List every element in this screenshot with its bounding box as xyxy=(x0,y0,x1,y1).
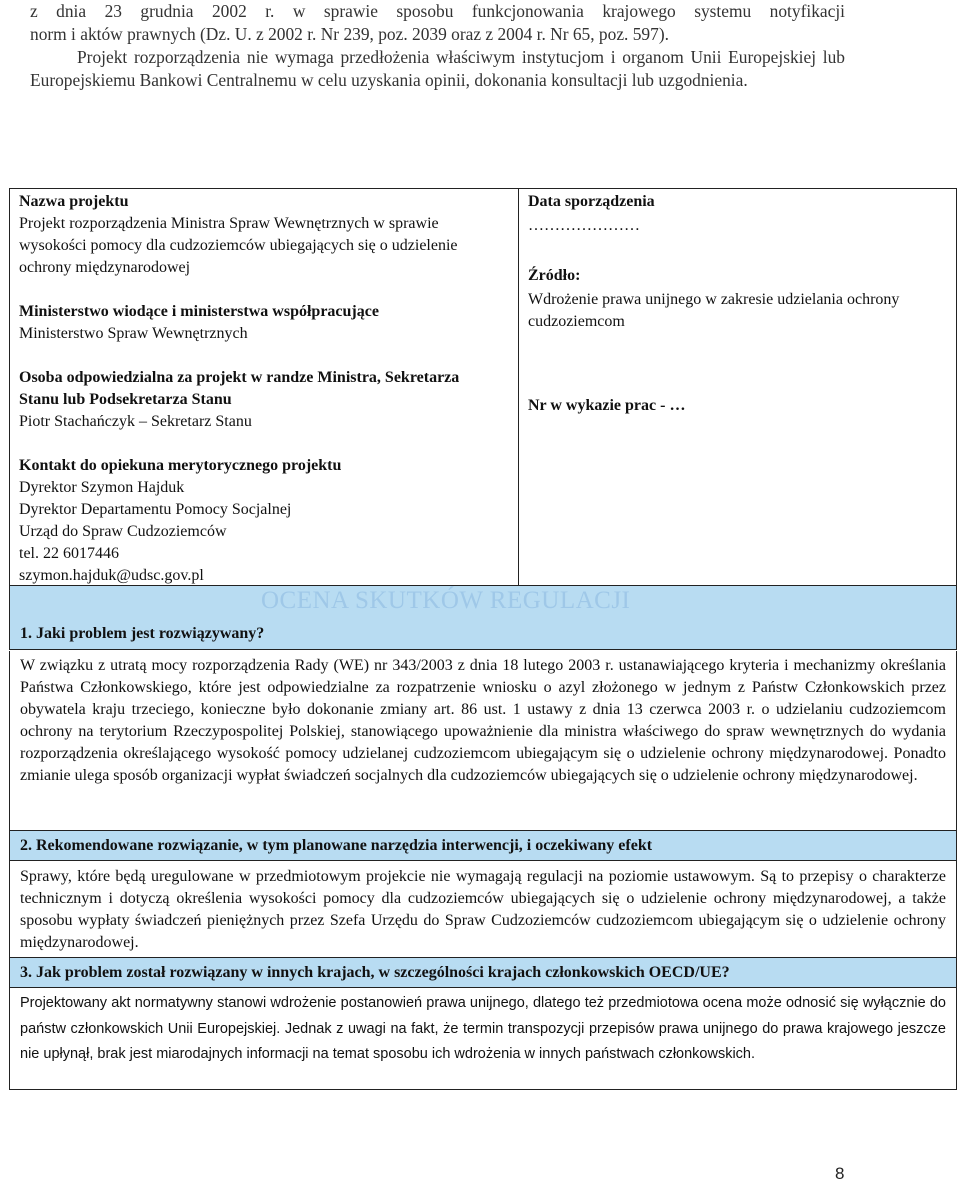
section-3-answer: Projektowany akt normatywny stanowi wdrożenie postanowień prawa unijnego, dlatego też przedmiotowa ocena może odnosić się wyłącznie do państw członkowskich Unii Europejskiej. Jednak z uwagi na fakt, że termin transpozycji przepisów prawa unijnego do prawa krajowego jeszcze nie upłynął, brak jest miarodajnych informacji na temat sposobu ich wdrożenia w innych państwach członkowskich. xyxy=(9,988,957,1090)
work-list-number: Nr w wykazie prac - … xyxy=(528,397,686,414)
ministry-label: Ministerstwo wiodące i ministerstwa współpracujące xyxy=(19,303,379,320)
section-1-answer: W związku z utratą mocy rozporządzenia Rady (WE) nr 343/2003 z dnia 18 lutego 2003 r. ustanawiającego kryteria i mechanizmy określania Państwa Członkowskiego, które jest odpowiedzialne za rozpatrzenie wniosku o azyl złożonego w jednym z Państw Członkowskich przez obywatela kraju trzeciego, konieczne było dokonanie zmiany art. 86 ust. 1 ustawy z dnia 13 czerwca 2003 r. o udzielaniu cudzoziemcom ochrony na terytorium Rzeczypospolitej Polskiej, stanowiącego upoważnienie dla ministra właściwego do spraw wewnętrznych do wydania rozporządzenia określającego wysokość pomocy udzielanej cudzoziemcom ubiegającym się o udzielenie ochrony międzynarodowej. Ponadto zmianie ulega sposób organizacji wypłat świadczeń socjalnych dla cudzoziemców ubiegających się o udzielenie ochrony międzynarodowej. xyxy=(9,651,957,830)
source-label: Źródło: xyxy=(528,267,581,284)
section-2-answer: Sprawy, które będą uregulowane w przedmiotowym projekcie nie wymagają regulacji na poziomie ustawowym. Są to przepisy o charakterze technicznym i dotyczą określenia wysokości pomocy dla cudzoziemców ubiegających się o udzielenie ochrony międzynarodowej, a także sposobu wypłaty świadczeń pieniężnych przez Szefa Urzędu do Spraw Cudzoziemców cudzoziemcom ubiegającym się o udzielenie ochrony międzynarodowej. xyxy=(9,861,957,958)
section-1-question: 1. Jaki problem jest rozwiązywany? xyxy=(9,618,957,650)
project-header-table xyxy=(9,188,957,586)
contact-label: Kontakt do opiekuna merytorycznego projektu xyxy=(19,457,342,474)
date-value: ………………… xyxy=(528,217,640,234)
intro-paragraph: Projekt rozporządzenia nie wymaga przedłożenia właściwym instytucjom i organom Unii Europejskiej lub Europejskiemu Bankowi Centralnemu w celu uzyskania opinii, dokonania konsultacji lub uzgodnienia. xyxy=(30,47,845,90)
osr-title: OCENA SKUTKÓW REGULACJI xyxy=(261,587,631,614)
intro-line-1: z dnia 23 grudnia 2002 r. w sprawie sposobu funkcjonowania krajowego systemu notyfikacji xyxy=(30,1,845,21)
contact-phone: tel. 22 6017446 xyxy=(19,545,119,562)
contact-email[interactable]: szymon.hajduk@udsc.gov.pl xyxy=(19,567,204,584)
ministry-text: Ministerstwo Spraw Wewnętrznych xyxy=(19,325,248,342)
contact-line: Dyrektor Szymon Hajduk xyxy=(19,479,185,496)
column-divider xyxy=(518,189,519,585)
project-name-label: Nazwa projektu xyxy=(19,193,129,210)
section-2-question: 2. Rekomendowane rozwiązanie, w tym planowane narzędzia interwencji, i oczekiwany efekt xyxy=(9,830,957,861)
contact-line: Dyrektor Departamentu Pomocy Socjalnej xyxy=(19,501,292,518)
section-3-question: 3. Jak problem został rozwiązany w innych krajach, w szczególności krajach członkowskich OECD/UE? xyxy=(9,957,957,988)
intro-line-2: norm i aktów prawnych (Dz. U. z 2002 r. Nr 239, poz. 2039 oraz z 2004 r. Nr 65, poz. 597). xyxy=(30,24,669,44)
date-label: Data sporządzenia xyxy=(528,193,655,210)
responsible-person-label: Osoba odpowiedzialna za projekt w randze Ministra, Sekretarza Stanu lub Podsekretarza Stanu xyxy=(19,369,460,408)
contact-line: Urząd do Spraw Cudzoziemców xyxy=(19,523,227,540)
source-text: Wdrożenie prawa unijnego w zakresie udzielania ochrony cudzoziemcom xyxy=(528,291,900,330)
responsible-person-text: Piotr Stachańczyk – Sekretarz Stanu xyxy=(19,413,252,430)
page-number: 8 xyxy=(835,1164,845,1183)
intro-text xyxy=(30,0,845,92)
project-name-text: Projekt rozporządzenia Ministra Spraw Wewnętrznych w sprawie wysokości pomocy dla cudzoziemców ubiegających się o udzielenie ochrony międzynarodowej xyxy=(19,215,458,276)
contact-details xyxy=(19,477,291,587)
